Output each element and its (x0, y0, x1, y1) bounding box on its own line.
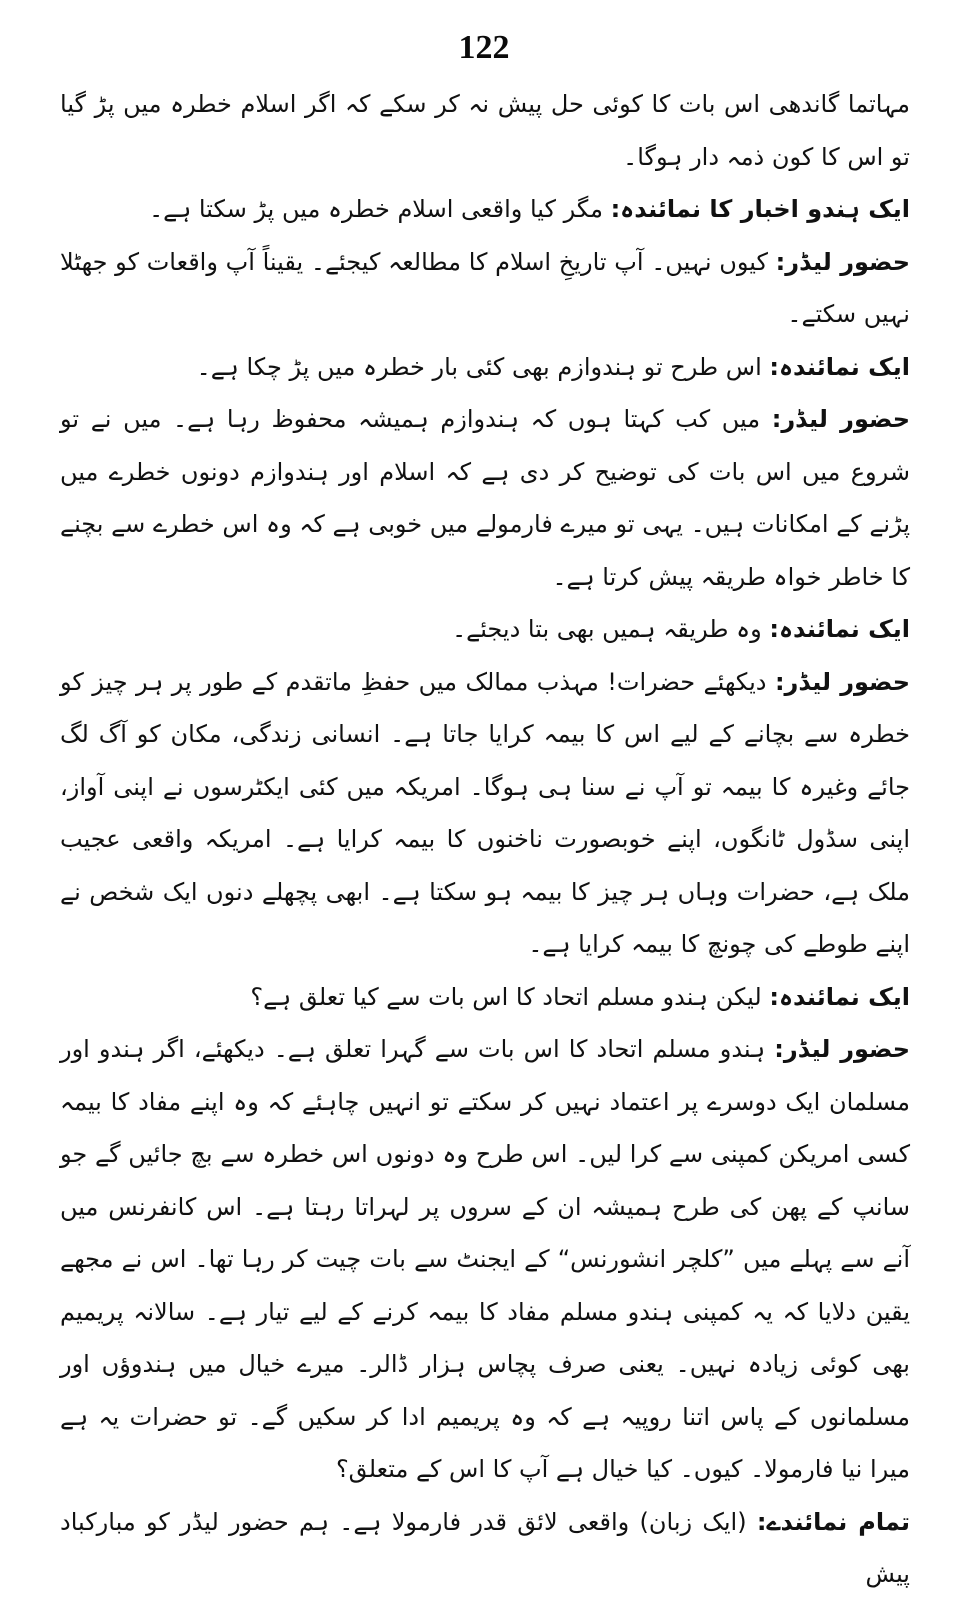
dialogue-paragraph (60, 341, 910, 394)
dialogue-text: مگر کیا واقعی اسلام خطرہ میں پڑ سکتا ہے۔ (149, 195, 611, 223)
dialogue-paragraph (60, 656, 910, 971)
speaker-label: ایک نمائندہ: (769, 982, 910, 1011)
speaker-label: ایک ہندو اخبار کا نمائندہ: (610, 195, 910, 223)
dialogue-text: لیکن ہندو مسلم اتحاد کا اس بات سے کیا تعلق ہے؟ (250, 982, 770, 1011)
paragraph-text: مہاتما گاندھی اس بات کا کوئی حل پیش نہ کر سکے کہ اگر اسلام خطرہ میں پڑ گیا تو اس کا کون ذمہ دار ہوگا۔ (60, 90, 910, 171)
dialogue-text: وہ طریقہ ہمیں بھی بتا دیجئے۔ (452, 615, 770, 643)
dialogue-paragraph (60, 393, 910, 603)
dialogue-text: اس طرح تو ہندوازم بھی کئی بار خطرہ میں پڑ چکا ہے۔ (196, 352, 770, 381)
dialogue-text: میں کب کہتا ہوں کہ ہندوازم ہمیشہ محفوظ رہا ہے۔ میں نے تو شروع میں اس بات کی توضیح کر دی ہے کہ اسلام اور ہندوازم دونوں خطرے میں پڑنے کے امکانات ہیں۔ یہی تو میرے فارمولے میں خوبی ہے کہ وہ اس خطرے سے بچنے کا خاطر خواہ طریقہ پیش کرتا ہے۔ (60, 405, 910, 591)
speaker-label: ایک نمائندہ: (769, 615, 910, 643)
dialogue-text: (ایک زبان) واقعی لائق قدر فارمولا ہے۔ ہم حضور لیڈر کو مبارکباد پیش (60, 1507, 910, 1588)
dialogue-paragraph (60, 603, 910, 656)
dialogue-text: کیوں نہیں۔ آپ تاریخِ اسلام کا مطالعہ کیجئے۔ یقیناً آپ واقعات کو جھٹلا نہیں سکتے۔ (60, 247, 910, 328)
dialogue-paragraph (60, 971, 910, 1024)
dialogue-paragraph (60, 236, 910, 341)
page-number: 122 (458, 29, 510, 66)
speaker-label: حضور لیڈر: (774, 667, 910, 696)
dialogue-paragraph (60, 1023, 910, 1496)
paragraph (60, 78, 910, 183)
speaker-label: حضور لیڈر: (775, 247, 911, 276)
speaker-label: حضور لیڈر: (774, 1035, 910, 1063)
dialogue-paragraph (60, 1496, 910, 1601)
speaker-label: تمام نمائندے: (756, 1507, 910, 1536)
dialogue-text: ہندو مسلم اتحاد کا اس بات سے گہرا تعلق ہے۔ دیکھئے، اگر ہندو اور مسلمان ایک دوسرے پر اعتماد نہیں کر سکتے تو انہیں چاہئے کہ وہ اپنے مفاد کا بیمہ کسی امریکن کمپنی سے کرا لیں۔ اس طرح وہ دونوں اس خطرہ سے بچ جائیں گے جو سانپ کے پھن کی طرح ہمیشہ ان کے سروں پر لہراتا رہتا ہے۔ اس کانفرنس میں آنے سے پہلے میں ”کلچر انشورنس“ کے ایجنٹ سے بات چیت کر رہا تھا۔ اس نے مجھے یقین دلایا کہ یہ کمپنی ہندو مسلم مفاد کا بیمہ کرنے کے لیے تیار ہے۔ سالانہ پریمیم بھی کوئی زیادہ نہیں۔ یعنی صرف پچاس ہزار ڈالر۔ میرے خیال میں ہندوؤں اور مسلمانوں کے پاس اتنا روپیہ ہے کہ وہ پریمیم ادا کر سکیں گے۔ تو حضرات یہ ہے میرا نیا فارمولا۔ کیوں۔ کیا خیال ہے آپ کا اس کے متعلق؟ (60, 1035, 910, 1483)
dialogue-paragraph (60, 183, 910, 236)
speaker-label: ایک نمائندہ: (769, 352, 910, 381)
page-body (60, 78, 910, 1601)
speaker-label: حضور لیڈر: (771, 405, 910, 433)
dialogue-text: دیکھئے حضرات! مہذب ممالک میں حفظِ ماتقدم کے طور پر ہر چیز کو خطرہ سے بچانے کے لیے اس کا بیمہ کرایا جاتا ہے۔ انسانی زندگی، مکان کو آگ لگ جائے وغیرہ کا بیمہ تو آپ نے سنا ہی ہوگا۔ امریکہ میں کئی ایکٹرسوں نے اپنی آواز، اپنی سڈول ٹانگوں، اپنے خوبصورت ناخنوں کا بیمہ کرایا ہے۔ امریکہ واقعی عجیب ملک ہے، حضرات وہاں ہر چیز کا بیمہ ہو سکتا ہے۔ ابھی پچھلے دنوں ایک شخص نے اپنے طوطے کی چونچ کا بیمہ کرایا ہے۔ (60, 667, 910, 958)
